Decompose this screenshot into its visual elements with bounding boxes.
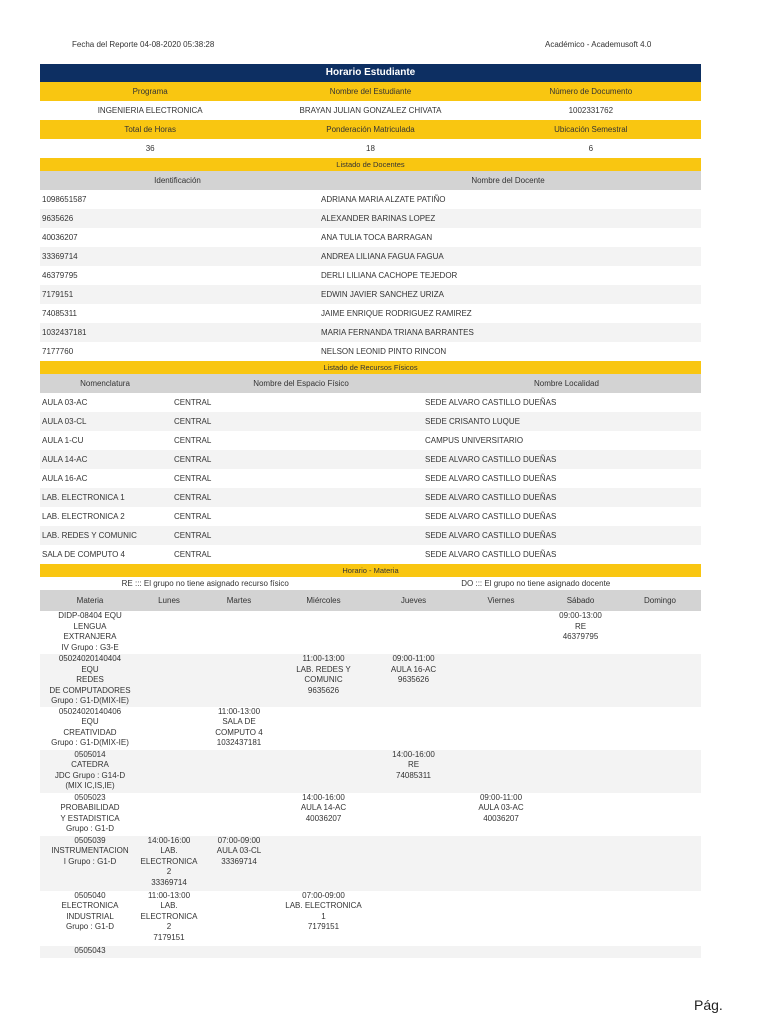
recurso-nomenclatura: SALA DE COMPUTO 4 (42, 550, 125, 559)
recurso-espacio: CENTRAL (174, 474, 212, 483)
docente-row (40, 228, 701, 247)
schedule-slot-cell (619, 793, 701, 836)
schedule-slot-cell (140, 836, 198, 891)
recurso-espacio: CENTRAL (174, 455, 212, 464)
schedule-slot-cell (140, 750, 198, 793)
value-nombre-estudiante: BRAYAN JULIAN GONZALEZ CHIVATA (299, 106, 442, 115)
value-ubicacion: 6 (588, 144, 594, 153)
slot-text: 09:00-13:00 RE 46379795 (559, 611, 602, 641)
recurso-espacio: CENTRAL (174, 436, 212, 445)
schedule-slot-cell (280, 793, 367, 836)
recurso-nomenclatura: AULA 16-AC (42, 474, 88, 483)
schedule-row (40, 750, 701, 793)
legend-do: DO ::: El grupo no tiene asignado docente (461, 579, 611, 588)
schedule-slot-cell (280, 891, 367, 946)
slot-text: 14:00-16:00 RE 74085311 (392, 749, 435, 780)
recurso-localidad: SEDE ALVARO CASTILLO DUEÑAS (425, 493, 557, 502)
slot-text: 07:00-09:00 LAB. ELECTRONICA 1 7179151 (285, 890, 362, 931)
recurso-row (40, 545, 701, 564)
recurso-localidad: SEDE ALVARO CASTILLO DUEÑAS (425, 474, 557, 483)
schedule-row (40, 891, 701, 946)
schedule-slot-cell (619, 836, 701, 891)
schedule-slot-cell (460, 891, 542, 946)
schedule-slot-cell (619, 891, 701, 946)
recurso-localidad: SEDE ALVARO CASTILLO DUEÑAS (425, 398, 557, 407)
schedule-slot-cell (619, 750, 701, 793)
recurso-espacio: CENTRAL (174, 531, 212, 540)
schedule-header-1: Lunes (140, 590, 198, 611)
docente-row (40, 247, 701, 266)
schedule-slot-cell (198, 836, 280, 891)
legend-re: RE ::: El grupo no tiene asignado recurso físico (121, 579, 289, 588)
recurso-row (40, 450, 701, 469)
label-numero-documento: Número de Documento (549, 87, 633, 96)
value-ponderacion: 18 (366, 144, 375, 153)
docente-name: EDWIN JAVIER SANCHEZ URIZA (321, 290, 444, 299)
student-labels-row (40, 82, 701, 101)
recursos-list (40, 393, 701, 564)
schedule-slot-cell (367, 946, 460, 958)
subject-text: 0505039 INSTRUMENTACION I Grupo : G1-D (51, 835, 129, 866)
schedule-slot-cell (460, 707, 542, 750)
recurso-row (40, 488, 701, 507)
recurso-row (40, 393, 701, 412)
schedule-slot-cell (367, 707, 460, 750)
recurso-espacio: CENTRAL (174, 550, 212, 559)
value-programa: INGENIERIA ELECTRONICA (97, 106, 203, 115)
schedule-subject-cell (40, 707, 140, 750)
schedule-slot-cell (367, 891, 460, 946)
docente-name: MARIA FERNANDA TRIANA BARRANTES (321, 328, 474, 337)
recurso-row (40, 526, 701, 545)
value-total-horas: 36 (145, 144, 155, 153)
schedule-slot-cell (280, 946, 367, 958)
student-values-row-2 (40, 139, 701, 158)
schedule-slot-cell (280, 750, 367, 793)
schedule-row (40, 836, 701, 891)
schedule-row (40, 611, 701, 654)
label-nombre-estudiante: Nombre del Estudiante (329, 87, 412, 96)
docente-row (40, 285, 701, 304)
slot-text: 09:00-11:00 AULA 16-AC 9635626 (390, 654, 437, 684)
schedule-slot-cell (198, 891, 280, 946)
schedule-slot-cell (367, 793, 460, 836)
recurso-row (40, 469, 701, 488)
schedule-header-4: Jueves (367, 590, 460, 611)
label-total-horas: Total de Horas (124, 125, 176, 134)
slot-text: 07:00-09:00 AULA 03-CL 33369714 (216, 835, 262, 866)
schedule-slot-cell (542, 836, 619, 891)
schedule-header-row (40, 590, 701, 611)
schedule-slot-cell (280, 654, 367, 707)
page-label: Pág. (694, 997, 723, 1013)
schedule-header-2: Martes (198, 590, 280, 611)
schedule-subject-cell (40, 750, 140, 793)
schedule-row (40, 707, 701, 750)
schedule-slot-cell (140, 707, 198, 750)
schedule-slot-cell (542, 946, 619, 958)
recurso-row (40, 507, 701, 526)
docente-row (40, 304, 701, 323)
schedule-slot-cell (460, 836, 542, 891)
recurso-nomenclatura: AULA 1-CU (42, 436, 84, 445)
horario-legend (40, 577, 701, 590)
schedule-row (40, 654, 701, 707)
schedule-slot-cell (140, 891, 198, 946)
schedule-slot-cell (367, 611, 460, 654)
schedule-slot-cell (367, 836, 460, 891)
recurso-localidad: SEDE ALVARO CASTILLO DUEÑAS (425, 512, 557, 521)
docente-name: ADRIANA MARIA ALZATE PATIÑO (321, 195, 446, 204)
schedule-slot-cell (198, 654, 280, 707)
docente-name: DERLI LILIANA CACHOPE TEJEDOR (321, 271, 458, 280)
docente-name: NELSON LEONID PINTO RINCON (321, 347, 447, 356)
subject-text: 05024020140406 EQU CREATIVIDAD Grupo : G1-D(MIX-IE) (51, 706, 129, 747)
schedule-slot-cell (140, 654, 198, 707)
schedule-header-0: Materia (40, 590, 140, 611)
recursos-section-title: Listado de Recursos Físicos (40, 361, 701, 374)
schedule-slot-cell (619, 654, 701, 707)
schedule-header-6: Sábado (542, 590, 619, 611)
schedule-slot-cell (542, 891, 619, 946)
recurso-nomenclatura: AULA 03-AC (42, 398, 88, 407)
schedule-subject-cell (40, 836, 140, 891)
schedule-slot-cell (198, 793, 280, 836)
schedule-slot-cell (619, 946, 701, 958)
schedule-header-3: Miércoles (280, 590, 367, 611)
docente-row (40, 209, 701, 228)
schedule-subject-cell (40, 946, 140, 958)
recursos-header (40, 374, 701, 393)
value-numero-documento: 1002331762 (568, 106, 614, 115)
recurso-espacio: CENTRAL (174, 417, 212, 426)
docentes-list (40, 190, 701, 361)
slot-text: 14:00-16:00 AULA 14-AC 40036207 (300, 792, 347, 823)
student-values-row (40, 101, 701, 120)
schedule-row (40, 946, 701, 958)
recursos-header-espacio: Nombre del Espacio Físico (253, 379, 349, 388)
slot-text: 11:00-13:00 LAB. ELECTRONICA 2 7179151 (140, 890, 198, 942)
horario-section-title: Horario - Materia (40, 564, 701, 577)
recurso-nomenclatura: LAB. REDES Y COMUNIC (42, 531, 137, 540)
subject-text: DIDP-08404 EQU LENGUA EXTRANJERA IV Grupo : G3-E (58, 611, 122, 652)
slot-text: 11:00-13:00 LAB. REDES Y COMUNIC 9635626 (296, 654, 351, 695)
docente-id: 1032437181 (42, 328, 87, 337)
schedule-slot-cell (542, 707, 619, 750)
schedule-slot-cell (619, 707, 701, 750)
slot-text: 09:00-11:00 AULA 03-AC 40036207 (478, 792, 524, 823)
schedule-subject-cell (40, 891, 140, 946)
recurso-row (40, 431, 701, 450)
schedule-row (40, 793, 701, 836)
schedule-slot-cell (140, 946, 198, 958)
docente-id: 40036207 (42, 233, 78, 242)
schedule-slot-cell (280, 836, 367, 891)
schedule-slot-cell (542, 750, 619, 793)
schedule-slot-cell (460, 750, 542, 793)
label-programa: Programa (132, 87, 168, 96)
schedule-slot-cell (460, 611, 542, 654)
docente-id: 9635626 (42, 214, 74, 223)
recurso-row (40, 412, 701, 431)
docente-id: 74085311 (42, 309, 77, 318)
schedule-slot-cell (460, 946, 542, 958)
schedule-slot-cell (198, 750, 280, 793)
docente-row (40, 342, 701, 361)
schedule-slot-cell (198, 611, 280, 654)
schedule-subject-cell (40, 654, 140, 707)
schedule-subject-cell (40, 793, 140, 836)
docente-id: 46379795 (42, 271, 78, 280)
schedule-slot-cell (367, 654, 460, 707)
docente-name: ANDREA LILIANA FAGUA FAGUA (321, 252, 444, 261)
slot-text: 11:00-13:00 SALA DE COMPUTO 4 1032437181 (215, 706, 263, 747)
schedule-table (40, 590, 701, 958)
docente-id: 7179151 (42, 290, 74, 299)
recurso-nomenclatura: LAB. ELECTRONICA 1 (42, 493, 125, 502)
report-date: Fecha del Reporte 04-08-2020 05:38:28 (72, 40, 215, 49)
student-labels-row-2 (40, 120, 701, 139)
recurso-espacio: CENTRAL (174, 512, 212, 521)
recursos-header-nomenclatura: Nomenclatura (80, 379, 130, 388)
recurso-nomenclatura: AULA 14-AC (42, 455, 88, 464)
recurso-localidad: CAMPUS UNIVERSITARIO (425, 436, 524, 445)
schedule-slot-cell (140, 611, 198, 654)
subject-text: 0505014 CATEDRA JDC Grupo : G14-D (MIX IC,IS,IE) (54, 749, 126, 790)
system-name: Académico - Academusoft 4.0 (545, 40, 652, 49)
report-title: Horario Estudiante (40, 64, 701, 82)
recurso-espacio: CENTRAL (174, 398, 212, 407)
docentes-header-id: Identificación (154, 176, 201, 185)
schedule-slot-cell (367, 750, 460, 793)
recurso-nomenclatura: LAB. ELECTRONICA 2 (42, 512, 125, 521)
subject-text: 05024020140404 EQU REDES DE COMPUTADORES Grupo : G1-D(MIX-IE) (49, 654, 131, 705)
schedule-slot-cell (542, 654, 619, 707)
docente-name: ALEXANDER BARINAS LOPEZ (321, 214, 436, 223)
slot-text: 14:00-16:00 LAB. ELECTRONICA 2 33369714 (140, 835, 198, 887)
schedule-header-5: Viernes (460, 590, 542, 611)
docentes-section-title: Listado de Docentes (40, 158, 701, 171)
docente-name: ANA TULIA TOCA BARRAGAN (321, 233, 433, 242)
docente-row (40, 190, 701, 209)
schedule-slot-cell (460, 654, 542, 707)
schedule-slot-cell (280, 611, 367, 654)
schedule-subject-cell (40, 611, 140, 654)
recurso-localidad: SEDE ALVARO CASTILLO DUEÑAS (425, 550, 557, 559)
schedule-slot-cell (460, 793, 542, 836)
schedule-slot-cell (198, 707, 280, 750)
recursos-header-localidad: Nombre Localidad (534, 379, 599, 388)
recurso-localidad: SEDE ALVARO CASTILLO DUEÑAS (425, 531, 557, 540)
schedule-slot-cell (198, 946, 280, 958)
schedule-slot-cell (542, 793, 619, 836)
docente-id: 33369714 (42, 252, 78, 261)
label-ubicacion: Ubicación Semestral (554, 125, 628, 134)
docente-id: 7177760 (42, 347, 74, 356)
schedule-body (40, 611, 701, 958)
subject-text: 0505043 (74, 945, 106, 955)
schedule-slot-cell (140, 793, 198, 836)
docente-row (40, 266, 701, 285)
recurso-espacio: CENTRAL (174, 493, 212, 502)
docente-name: JAIME ENRIQUE RODRIGUEZ RAMIREZ (321, 309, 472, 318)
recurso-localidad: SEDE CRISANTO LUQUE (425, 417, 520, 426)
recurso-localidad: SEDE ALVARO CASTILLO DUEÑAS (425, 455, 557, 464)
label-ponderacion: Ponderación Matriculada (326, 125, 415, 134)
recurso-nomenclatura: AULA 03-CL (42, 417, 87, 426)
docentes-header-name: Nombre del Docente (471, 176, 545, 185)
schedule-slot-cell (619, 611, 701, 654)
subject-text: 0505023 PROBABILIDAD Y ESTADISTICA Grupo : G1-D (60, 792, 120, 833)
schedule-header-7: Domingo (619, 590, 701, 611)
schedule-slot-cell (280, 707, 367, 750)
docentes-header (40, 171, 701, 190)
docente-row (40, 323, 701, 342)
report-container (40, 64, 701, 958)
subject-text: 0505040 ELECTRONICA INDUSTRIAL Grupo : G1-D (61, 890, 119, 931)
schedule-slot-cell (542, 611, 619, 654)
docente-id: 1098651587 (42, 195, 87, 204)
